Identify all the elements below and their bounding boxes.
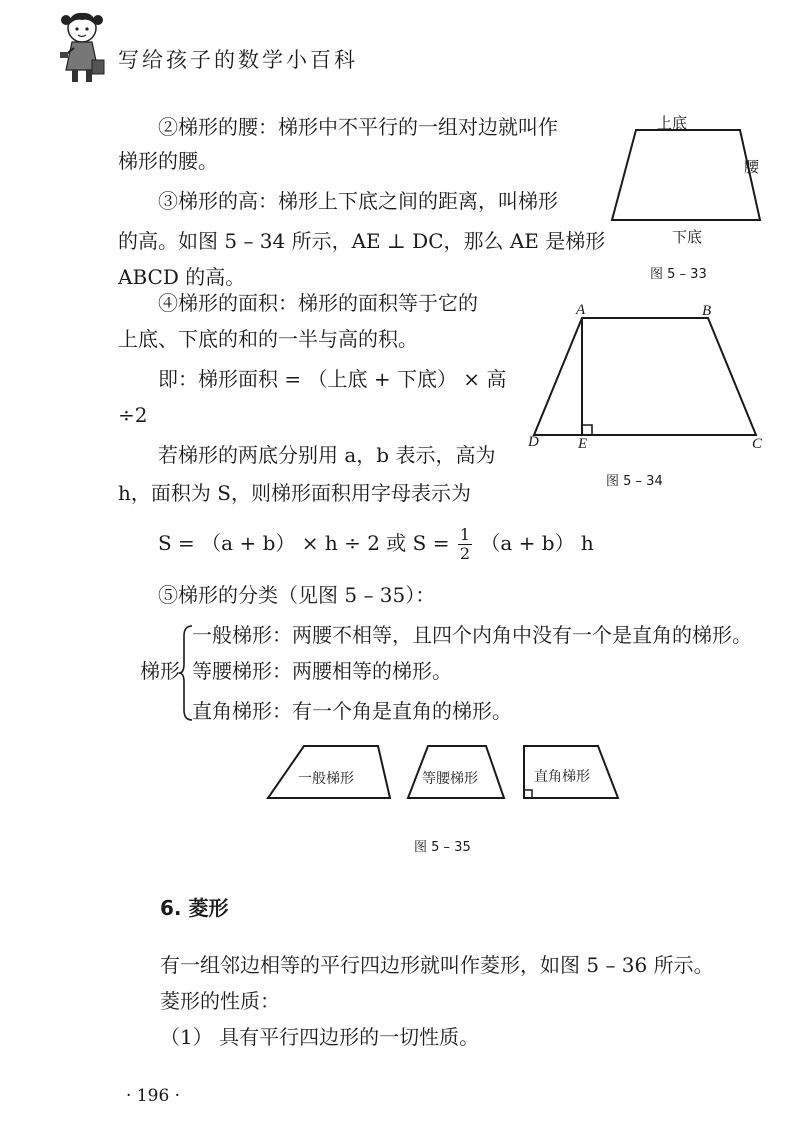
letters-line1: 若梯形的两底分别用 a，b 表示，高为 [158,443,496,467]
fig533-caption: 图 5 – 33 [650,267,707,282]
point-a-label: A [576,302,586,318]
area-definition-line2: 上底、下底的和的一半与高的积。 [118,327,418,351]
shape3-label: 直角梯形 [534,769,590,785]
fig533-bottom-label: 下底 [672,228,703,246]
waist-definition-line1: ②梯形的腰：梯形中不平行的一组对边就叫作 [158,115,558,139]
area-formula-line1: 即：梯形面积 = （上底 + 下底） × 高 [158,367,507,391]
shape1-label: 一般梯形 [298,771,354,787]
class-item-isosceles: 等腰梯形：两腰相等的梯形。 [192,659,452,683]
height-definition-line2: 的高。如图 5 – 34 所示，AE ⊥ DC，那么 AE 是梯形 [118,229,606,253]
page-number: · 196 · [126,1086,181,1106]
height-definition-line3: ABCD 的高。 [118,265,246,289]
class-item-right: 直角梯形：有一个角是直角的梯形。 [192,699,512,723]
point-d-label: D [528,434,539,450]
rhombus-definition: 有一组邻边相等的平行四边形就叫作菱形，如图 5 – 36 所示。 [160,953,714,977]
letter-formula [158,526,594,563]
classification-intro: ⑤梯形的分类（见图 5 – 35）： [158,583,436,607]
book-title: 写给孩子的数学小百科 [118,48,358,72]
point-b-label: B [702,303,712,319]
height-definition-line1: ③梯形的高：梯形上下底之间的距离，叫梯形 [158,189,558,213]
letters-line2: h，面积为 S，则梯形面积用字母表示为 [118,481,471,505]
letter-formula-part2: （a + b） h [480,531,594,555]
area-definition-line1: ④梯形的面积：梯形的面积等于它的 [158,291,478,315]
fig534-caption: 图 5 – 34 [606,474,663,489]
fig533-side-label: 腰 [744,158,760,176]
fig535-caption: 图 5 – 35 [414,840,471,855]
trapezoid-shape [612,130,760,220]
figure-5-34-trapezoid [520,300,780,460]
classification-root: 梯形 [140,659,180,683]
section-heading-rhombus: 6. 菱形 [160,896,229,920]
fraction-denominator: 2 [459,544,471,563]
fraction-numerator: 1 [459,525,471,544]
waist-definition-line2: 梯形的腰。 [118,149,218,173]
right-angle-mark-small [524,790,532,798]
point-e-label: E [578,436,588,452]
class-item-general: 一般梯形：两腰不相等，且四个内角中没有一个是直角的梯形。 [192,623,752,647]
letter-formula-part1: S = （a + b） × h ÷ 2 或 S = [158,531,450,555]
right-angle-mark [582,425,592,435]
rhombus-property-1: （1） 具有平行四边形的一切性质。 [160,1025,480,1049]
fraction-half [458,526,472,563]
rhombus-properties-title: 菱形的性质： [160,989,280,1013]
area-formula-line2: ÷2 [118,403,148,427]
trapezoid-abcd [534,318,756,435]
fig533-top-label: 上底 [657,114,688,132]
shape2-label: 等腰梯形 [422,771,478,787]
point-c-label: C [752,436,763,452]
girl-mascot-icon [52,8,116,84]
